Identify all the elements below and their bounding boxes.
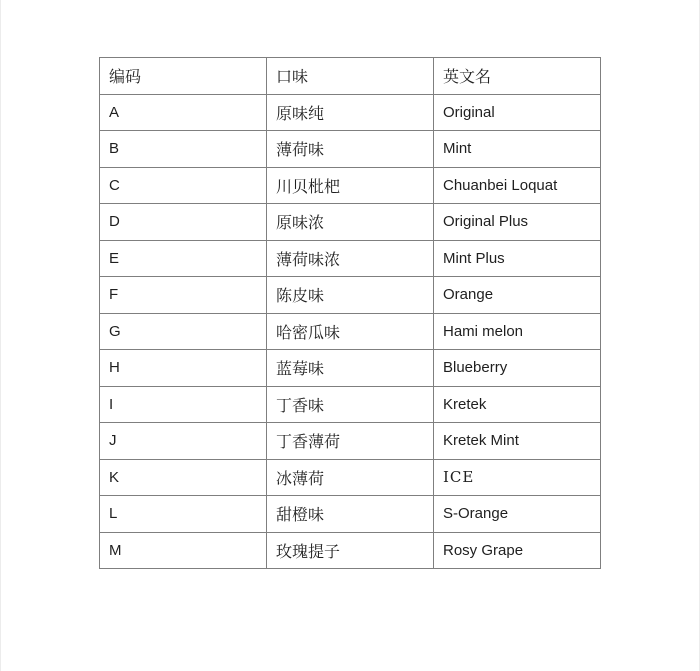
table-row	[100, 167, 601, 204]
cell-code: E	[100, 240, 267, 277]
column-header-english: 英文名	[434, 58, 601, 95]
cell-english: Blueberry	[434, 350, 601, 387]
cell-code: I	[100, 386, 267, 423]
cell-english: Chuanbei Loquat	[434, 167, 601, 204]
cell-flavor: 原味纯	[267, 94, 434, 131]
cell-flavor: 薄荷味浓	[267, 240, 434, 277]
cell-code: H	[100, 350, 267, 387]
table-row	[100, 423, 601, 460]
table-row	[100, 386, 601, 423]
cell-english: Mint	[434, 131, 601, 168]
cell-flavor: 陈皮味	[267, 277, 434, 314]
table-row	[100, 532, 601, 569]
cell-code: D	[100, 204, 267, 241]
cell-flavor: 丁香薄荷	[267, 423, 434, 460]
table-header-row	[100, 58, 601, 95]
cell-english: ICE	[434, 459, 601, 496]
cell-english: Kretek	[434, 386, 601, 423]
cell-code: A	[100, 94, 267, 131]
cell-flavor: 甜橙味	[267, 496, 434, 533]
cell-english: Kretek Mint	[434, 423, 601, 460]
cell-code: M	[100, 532, 267, 569]
table-row	[100, 204, 601, 241]
cell-code: G	[100, 313, 267, 350]
column-header-flavor: 口味	[267, 58, 434, 95]
table-row	[100, 240, 601, 277]
table-row	[100, 496, 601, 533]
table-row	[100, 459, 601, 496]
cell-english: Original Plus	[434, 204, 601, 241]
cell-english: Original	[434, 94, 601, 131]
cell-code: F	[100, 277, 267, 314]
table-row	[100, 131, 601, 168]
column-header-code: 编码	[100, 58, 267, 95]
cell-english: Rosy Grape	[434, 532, 601, 569]
table-row	[100, 277, 601, 314]
cell-flavor: 薄荷味	[267, 131, 434, 168]
cell-english: Orange	[434, 277, 601, 314]
cell-flavor: 哈密瓜味	[267, 313, 434, 350]
cell-flavor: 丁香味	[267, 386, 434, 423]
cell-english: S-Orange	[434, 496, 601, 533]
table-row	[100, 94, 601, 131]
cell-code: L	[100, 496, 267, 533]
flavor-code-table	[99, 57, 601, 569]
table-row	[100, 313, 601, 350]
cell-english: Hami melon	[434, 313, 601, 350]
cell-flavor: 原味浓	[267, 204, 434, 241]
cell-code: B	[100, 131, 267, 168]
cell-flavor: 蓝莓味	[267, 350, 434, 387]
cell-code: K	[100, 459, 267, 496]
table-row	[100, 350, 601, 387]
cell-flavor: 川贝枇杷	[267, 167, 434, 204]
cell-code: C	[100, 167, 267, 204]
cell-flavor: 冰薄荷	[267, 459, 434, 496]
cell-english: Mint Plus	[434, 240, 601, 277]
cell-flavor: 玫瑰提子	[267, 532, 434, 569]
cell-code: J	[100, 423, 267, 460]
